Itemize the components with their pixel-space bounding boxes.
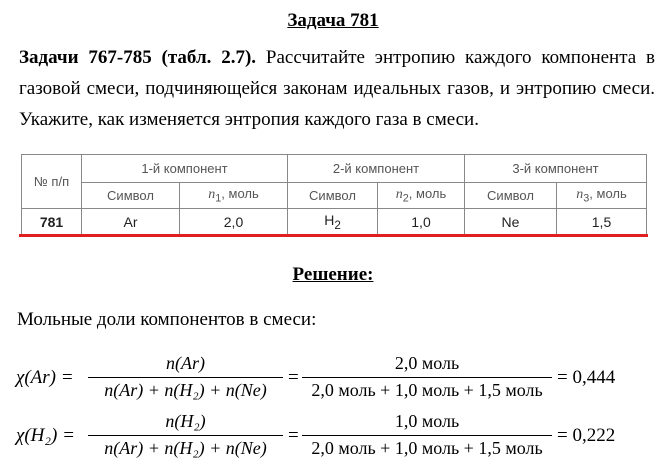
problem-title: Задача 781 bbox=[287, 10, 379, 31]
header-symbol-1: Символ bbox=[82, 183, 180, 209]
cell-symbol-1: Ar bbox=[82, 209, 180, 235]
header-number: № п/п bbox=[22, 155, 82, 209]
cell-symbol-3: Ne bbox=[465, 209, 557, 235]
eq2-denominator-values: 2,0 моль + 1,0 моль + 1,5 моль bbox=[311, 438, 543, 458]
molar-fractions-text: Мольные доли компонентов в смеси: bbox=[17, 309, 317, 330]
eq1-fraction-bar bbox=[88, 377, 283, 378]
header-component-1: 1-й компонент bbox=[82, 155, 288, 183]
header-n3: $n_3$, моль bbox=[557, 183, 647, 209]
eq2-numerator: n(H₂) bbox=[165, 411, 206, 431]
eq2-values-bar bbox=[302, 435, 552, 436]
highlight-underline bbox=[19, 234, 648, 237]
eq1-result: = 0,444 bbox=[557, 367, 616, 388]
task-text: Рассчитайте энтропию каждого компонента в газовой смеси, подчиняющейся законам идеальных газов, и энтропию смеси. Укажите, как изменяется энтропия каждого газа в смеси. bbox=[19, 47, 656, 130]
eq2-result: = 0,222 bbox=[557, 425, 616, 446]
cell-symbol-2: $H_2$ bbox=[288, 209, 378, 235]
eq1-values-bar bbox=[302, 377, 552, 378]
header-n1: $n_1$, моль bbox=[180, 183, 288, 209]
eq2-denominator: n(Ar) + n(H₂) + n(Ne) bbox=[104, 438, 267, 458]
header-component-3: 3-й компонент bbox=[465, 155, 647, 183]
cell-n2: 1,0 bbox=[378, 209, 465, 235]
eq1-numerator-values: 2,0 моль bbox=[394, 353, 460, 373]
task-reference: Задачи 767-785 (табл. 2.7). bbox=[19, 47, 257, 68]
eq1-numerator: n(Ar) bbox=[166, 353, 205, 373]
eq2-fraction-bar bbox=[88, 435, 283, 436]
task-statement bbox=[19, 42, 655, 135]
header-n2: $n_2$, моль bbox=[378, 183, 465, 209]
cell-n3: 1,5 bbox=[557, 209, 647, 235]
data-table bbox=[21, 154, 647, 235]
header-component-2: 2-й компонент bbox=[288, 155, 465, 183]
eq2-numerator-values: 1,0 моль bbox=[394, 411, 460, 431]
eq1-lhs: χ(Ar) = bbox=[16, 367, 74, 388]
eq2-lhs: χ(H₂) = bbox=[16, 425, 75, 446]
header-symbol-2: Символ bbox=[288, 183, 378, 209]
row-number: 781 bbox=[22, 209, 82, 235]
eq1-denominator-values: 2,0 моль + 1,0 моль + 1,5 моль bbox=[311, 380, 543, 400]
solution-title: Решение: bbox=[292, 264, 374, 285]
header-symbol-3: Символ bbox=[465, 183, 557, 209]
eq1-denominator: n(Ar) + n(H₂) + n(Ne) bbox=[104, 380, 267, 400]
cell-n1: 2,0 bbox=[180, 209, 288, 235]
